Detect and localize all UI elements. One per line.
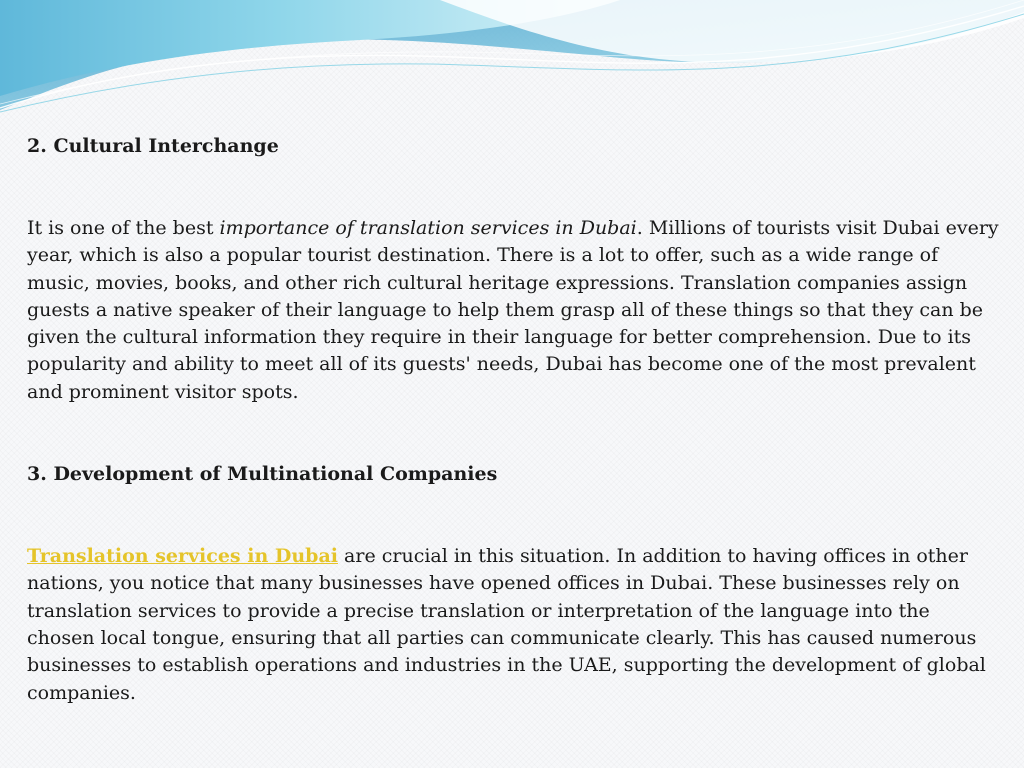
translation-services-link[interactable]: Translation services in Dubai xyxy=(27,545,338,568)
section-heading-multinational-companies: 3. Development of Multinational Companies xyxy=(27,463,498,486)
header-wave-decoration xyxy=(0,0,1024,120)
paragraph-text-suffix: . Millions of tourists visit Dubai every year, which is also a popular tourist destination. There is a lot to offer, such as a wide range of music, movies, books, and other rich cultural heritage expressions. Translation companies assign guests a native speaker of their language to help them grasp all of these things so that they can be given the cultural information they require in their language for better comprehension. Due to its popularity and ability to meet all of its guests' needs, Dubai has become one of the most prevalent and prominent visitor spots. xyxy=(27,217,999,403)
section-heading-cultural-interchange: 2. Cultural Interchange xyxy=(27,135,279,157)
paragraph-text-suffix: are crucial in this situation. In addition to having offices in other nations, you notice that many businesses have opened offices in Dubai. These businesses rely on translation services to provide a precise translation or interpretation of the language into the chosen local tongue, ensuring that all parties can communicate clearly. This has caused numerous businesses to establish operations and industries in the UAE, supporting the development of global companies. xyxy=(27,545,986,704)
paragraph-text-prefix: It is one of the best xyxy=(27,217,220,239)
section-paragraph-multinational-companies xyxy=(27,543,1002,707)
slide-content xyxy=(27,133,1002,707)
paragraph-emphasis: importance of translation services in Dubai xyxy=(219,217,637,239)
section-paragraph-cultural-interchange xyxy=(27,215,1002,406)
